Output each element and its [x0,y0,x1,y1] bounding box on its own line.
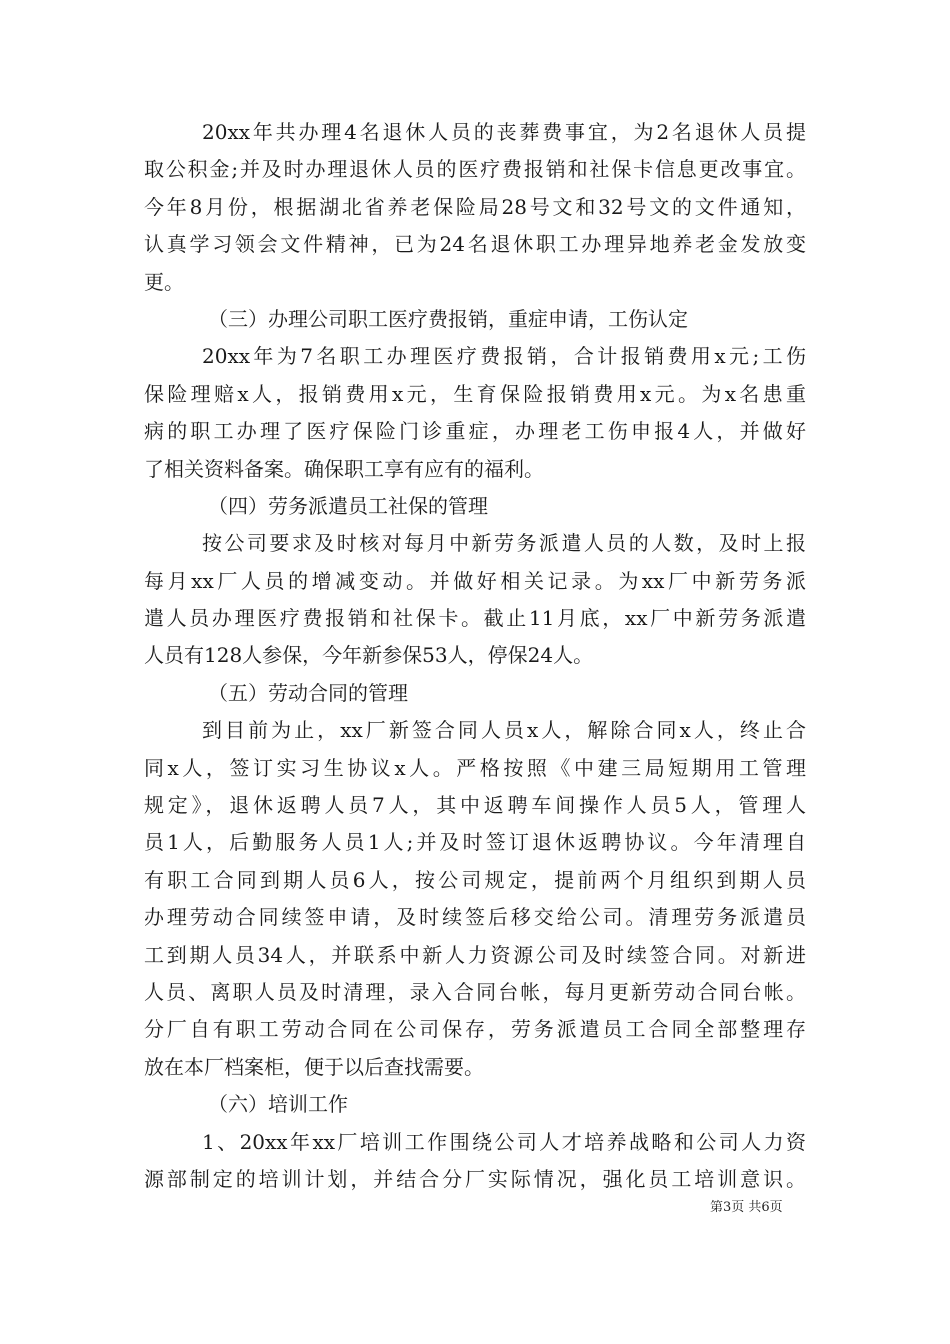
text-line: 员1人，后勤服务人员1人;并及时签订退休返聘协议。今年清理自 [144,830,806,855]
text-line: 了相关资料备案。确保职工享有应有的福利。 [144,456,544,481]
text-line: 认真学习领会文件精神，已为24名退休职工办理异地养老金发放变 [144,232,806,257]
text-line: 今年8月份，根据湖北省养老保险局28号文和32号文的文件通知， [144,194,806,219]
text-line: 20xx年共办理4名退休人员的丧葬费事宜，为2名退休人员提 [202,120,806,144]
text-line: 人员、离职人员及时清理，录入合同台帐，每月更新劳动合同台帐。 [144,979,806,1004]
text-line: 遣人员办理医疗费报销和社保卡。截止11月底，xx厂中新劳务派遣 [144,606,806,631]
text-line: 到目前为止，xx厂新签合同人员x人，解除合同x人，终止合 [202,718,806,743]
text-line: 分厂自有职工劳动合同在公司保存，劳务派遣员工合同全部整理存 [144,1017,806,1042]
section-heading: （三）办理公司职工医疗费报销，重症申请，工伤认定 [208,306,688,331]
text-line: 1、20xx年xx厂培训工作围绕公司人才培养战略和公司人力资 [202,1129,806,1154]
text-line: 按公司要求及时核对每月中新劳务派遣人员的人数，及时上报 [202,531,806,556]
text-line: 规定》，退休返聘人员7人，其中返聘车间操作人员5人，管理人 [144,793,806,818]
text-line: 办理劳动合同续签申请，及时续签后移交给公司。清理劳务派遣员 [144,905,806,930]
text-line: 源部制定的培训计划，并结合分厂实际情况，强化员工培训意识。 [144,1166,806,1191]
text-line: 取公积金;并及时办理退休人员的医疗费报销和社保卡信息更改事宜。 [144,157,806,182]
text-line: 同x人，签订实习生协议x人。严格按照《中建三局短期用工管理 [144,755,806,780]
text-line: 放在本厂档案柜，便于以后查找需要。 [144,1054,484,1079]
text-line: 每月xx厂人员的增减变动。并做好相关记录。为xx厂中新劳务派 [144,568,806,593]
text-line: 病的职工办理了医疗保险门诊重症，办理老工伤申报4人，并做好 [144,419,806,444]
page-number-footer: 第3页 共6页 [710,1200,783,1215]
text-line: 20xx年为7名职工办理医疗费报销，合计报销费用x元;工伤 [202,344,806,369]
text-line: 保险理赔x人，报销费用x元，生育保险报销费用x元。为x名患重 [144,381,806,406]
section-heading: （四）劳务派遣员工社保的管理 [208,493,488,518]
text-line: 人员有128人参保，今年新参保53人，停保24人。 [144,643,594,668]
text-line: 更。 [144,269,184,294]
section-heading: （五）劳动合同的管理 [208,680,408,705]
text-line: 工到期人员34人，并联系中新人力资源公司及时续签合同。对新进 [144,942,806,967]
section-heading: （六）培训工作 [208,1092,348,1117]
text-line: 有职工合同到期人员6人，按公司规定，提前两个月组织到期人员 [144,867,806,892]
document-body [144,114,806,1198]
